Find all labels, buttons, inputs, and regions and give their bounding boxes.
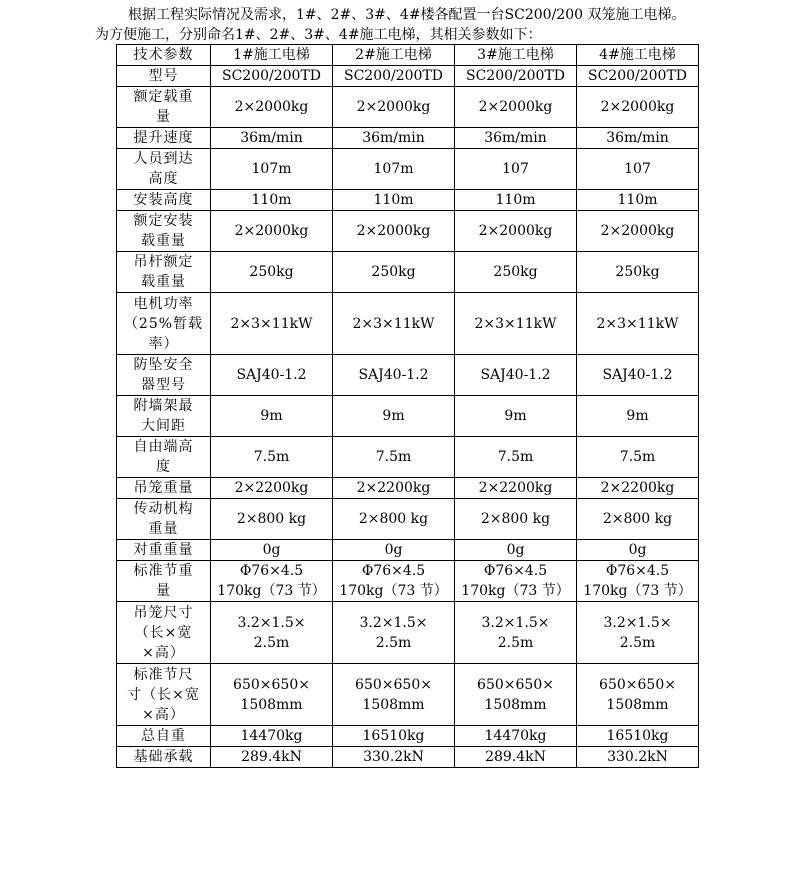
parameter-value-line: 2×2000kg: [600, 223, 675, 239]
parameter-value-line: 650×650×: [599, 676, 676, 693]
parameter-value-cell: [211, 561, 333, 602]
parameter-label-line: 大间距: [141, 418, 186, 434]
parameter-label-cell: [117, 66, 211, 87]
parameter-value-cell: [333, 252, 455, 293]
parameter-value-line: SC200/200TD: [587, 68, 688, 84]
parameter-value-cell: [333, 149, 455, 190]
parameter-label-cell: [117, 252, 211, 293]
parameter-value-cell: [211, 664, 333, 726]
parameter-value-cell: [333, 747, 455, 768]
parameter-label-line: 标准节尺: [133, 666, 194, 683]
parameter-value-line: 250kg: [249, 264, 294, 280]
table-row: [117, 478, 699, 499]
parameter-label-line: 基础承载: [133, 749, 194, 765]
parameter-value-cell: [455, 355, 577, 396]
parameter-label-line: 型号: [148, 68, 179, 84]
parameter-label-line: 载重量: [141, 274, 186, 290]
parameter-value-cell: [333, 293, 455, 355]
parameter-value-cell: [577, 747, 699, 768]
parameter-value-cell: [211, 602, 333, 664]
parameter-label-cell: [117, 437, 211, 478]
table-row: [117, 540, 699, 561]
parameter-value-line: 2×800 kg: [236, 511, 307, 527]
parameter-value-cell: [211, 66, 333, 87]
parameter-value-line: 9m: [504, 408, 527, 424]
parameter-value-line: 330.2kN: [363, 749, 424, 765]
parameter-value-line: 107: [624, 161, 651, 177]
parameter-value-line: 2×2000kg: [234, 223, 309, 239]
parameter-value-cell: [211, 293, 333, 355]
parameter-value-cell: [211, 211, 333, 252]
parameter-label-cell: [117, 355, 211, 396]
header-cell: 3#施工电梯: [455, 45, 577, 66]
parameter-value-line: SC200/200TD: [465, 68, 566, 84]
parameter-value-cell: [211, 540, 333, 561]
parameter-value-line: 2×2000kg: [234, 99, 309, 115]
parameter-value-line: 170kg（73 节）: [217, 583, 326, 599]
parameter-value-line: 170kg（73 节）: [461, 583, 570, 599]
parameter-label-line: 重量: [148, 521, 179, 537]
parameter-value-line: 2×3×11kW: [230, 315, 313, 332]
parameter-value-cell: [211, 87, 333, 128]
parameter-label-cell: [117, 128, 211, 149]
parameter-label-line: ×高）: [142, 706, 185, 723]
table-row: [117, 87, 699, 128]
parameter-value-line: 2.5m: [619, 634, 656, 651]
parameter-label-cell: [117, 499, 211, 540]
table-row: [117, 252, 699, 293]
table-row: [117, 437, 699, 478]
parameter-label-cell: [117, 149, 211, 190]
parameter-value-line: 650×650×: [477, 676, 554, 693]
parameter-value-cell: [455, 87, 577, 128]
intro-line-2: 为方便施工，分别命名1#、2#、3#、4#施工电梯，其相关参数如下：: [95, 27, 542, 43]
header-cell: 1#施工电梯: [211, 45, 333, 66]
parameter-value-line: SC200/200TD: [221, 68, 322, 84]
parameter-label-line: 总自重: [141, 728, 186, 744]
parameter-value-cell: [211, 190, 333, 211]
table-row: [117, 128, 699, 149]
parameter-value-line: 250kg: [615, 264, 660, 280]
parameter-value-line: 3.2×1.5×: [359, 614, 428, 631]
intro-line-1: 根据工程实际情况及需求，1#、2#、3#、4#楼各配置一台SC200/200 双笼施工电梯。: [128, 7, 686, 23]
table-row: [117, 726, 699, 747]
table-row: [117, 211, 699, 252]
parameter-value-line: 110m: [251, 192, 292, 208]
parameter-label-line: 吊笼重量: [133, 480, 194, 496]
parameter-label-cell: [117, 478, 211, 499]
parameter-label-line: ×高）: [142, 644, 185, 661]
parameter-value-cell: [577, 499, 699, 540]
parameter-value-line: 2×2200kg: [234, 480, 309, 496]
parameter-value-line: 2×2000kg: [478, 99, 553, 115]
parameter-value-cell: [333, 66, 455, 87]
parameter-label-line: 电机功率: [133, 295, 194, 312]
parameter-label-line: 吊杆额定: [133, 254, 194, 270]
parameter-value-cell: [577, 66, 699, 87]
parameter-value-cell: [333, 726, 455, 747]
parameter-value-line: 2×2000kg: [600, 99, 675, 115]
parameter-value-cell: [455, 540, 577, 561]
parameter-value-cell: [333, 437, 455, 478]
parameter-value-cell: [577, 252, 699, 293]
parameter-value-cell: [455, 149, 577, 190]
table-row: [117, 293, 699, 355]
parameter-value-line: 16510kg: [606, 728, 669, 744]
table-row: [117, 190, 699, 211]
parameter-value-cell: [577, 561, 699, 602]
parameter-value-cell: [577, 149, 699, 190]
parameter-value-line: 107: [502, 161, 529, 177]
parameter-value-cell: [577, 128, 699, 149]
parameter-value-cell: [333, 355, 455, 396]
parameter-value-line: 110m: [495, 192, 536, 208]
parameter-value-line: 2×2000kg: [356, 99, 431, 115]
parameter-label-line: （25%暂载: [123, 315, 204, 332]
parameter-value-cell: [455, 252, 577, 293]
parameter-value-line: 9m: [260, 408, 283, 424]
parameter-value-line: 2×3×11kW: [596, 315, 679, 332]
parameter-value-line: 2×800 kg: [480, 511, 551, 527]
parameter-value-line: 2.5m: [497, 634, 534, 651]
parameter-value-cell: [577, 190, 699, 211]
parameter-label-line: 传动机构: [133, 501, 194, 517]
parameter-value-cell: [455, 190, 577, 211]
parameter-label-line: 安装高度: [133, 192, 194, 208]
parameter-value-line: 110m: [617, 192, 658, 208]
parameter-label-cell: [117, 396, 211, 437]
parameter-value-line: 9m: [382, 408, 405, 424]
parameter-value-line: 36m/min: [606, 130, 669, 146]
parameter-value-cell: [333, 602, 455, 664]
parameter-value-line: 2.5m: [375, 634, 412, 651]
parameter-value-line: Φ76×4.5: [605, 563, 670, 579]
parameter-label-cell: [117, 747, 211, 768]
parameter-value-line: SAJ40-1.2: [602, 367, 673, 383]
parameter-label-line: 额定载重: [133, 89, 194, 105]
parameter-label-cell: [117, 293, 211, 355]
parameter-label-cell: [117, 726, 211, 747]
parameter-value-cell: [577, 540, 699, 561]
parameter-value-cell: [211, 478, 333, 499]
parameter-value-line: 2×2000kg: [356, 223, 431, 239]
parameter-value-cell: [455, 478, 577, 499]
parameter-value-line: 2×800 kg: [602, 511, 673, 527]
parameter-label-line: 人员到达: [133, 151, 194, 167]
parameter-value-line: SAJ40-1.2: [236, 367, 307, 383]
parameter-value-line: 1508mm: [606, 696, 669, 713]
parameter-value-line: 0g: [384, 542, 403, 558]
parameter-value-line: 2×800 kg: [358, 511, 429, 527]
parameter-value-line: 2×2000kg: [478, 223, 553, 239]
parameter-value-line: 2×2200kg: [356, 480, 431, 496]
parameter-value-cell: [577, 726, 699, 747]
parameter-value-line: 107m: [251, 161, 292, 177]
parameter-value-cell: [333, 211, 455, 252]
parameter-value-cell: [211, 396, 333, 437]
parameter-value-cell: [333, 664, 455, 726]
parameter-value-cell: [455, 499, 577, 540]
parameter-label-cell: [117, 664, 211, 726]
parameter-value-line: 7.5m: [497, 449, 534, 465]
parameter-value-line: 3.2×1.5×: [237, 614, 306, 631]
parameter-value-cell: [211, 252, 333, 293]
table-row: [117, 602, 699, 664]
parameter-value-line: 250kg: [371, 264, 416, 280]
header-cell: 2#施工电梯: [333, 45, 455, 66]
parameter-label-line: 吊笼尺寸: [133, 604, 194, 621]
parameter-value-line: 2×3×11kW: [352, 315, 435, 332]
parameter-value-cell: [333, 499, 455, 540]
parameter-label-line: 自由端高: [133, 439, 194, 455]
parameter-value-cell: [577, 355, 699, 396]
parameter-value-cell: [211, 355, 333, 396]
parameter-value-line: 14470kg: [240, 728, 303, 744]
parameter-value-line: 1508mm: [362, 696, 425, 713]
parameter-value-line: 36m/min: [240, 130, 303, 146]
parameter-value-cell: [455, 66, 577, 87]
table-row: [117, 149, 699, 190]
parameter-value-cell: [211, 726, 333, 747]
parameter-value-cell: [455, 602, 577, 664]
parameter-value-line: 3.2×1.5×: [603, 614, 672, 631]
parameter-value-line: SC200/200TD: [343, 68, 444, 84]
parameter-label-line: 度: [156, 459, 171, 475]
parameter-label-line: 率）: [148, 335, 179, 352]
parameter-label-line: 载重量: [141, 233, 186, 249]
parameter-value-line: 36m/min: [362, 130, 425, 146]
table-row: [117, 396, 699, 437]
parameter-label-cell: [117, 190, 211, 211]
parameter-value-cell: [455, 437, 577, 478]
table-row: [117, 499, 699, 540]
parameter-value-cell: [211, 499, 333, 540]
parameter-value-line: Φ76×4.5: [361, 563, 426, 579]
parameter-label-cell: [117, 540, 211, 561]
parameter-value-cell: [211, 437, 333, 478]
parameter-value-line: 0g: [628, 542, 647, 558]
parameter-label-cell: [117, 602, 211, 664]
parameter-label-line: （长×宽: [134, 624, 193, 641]
table-row: [117, 561, 699, 602]
parameter-value-cell: [455, 726, 577, 747]
parameter-value-cell: [455, 293, 577, 355]
parameter-value-line: 0g: [262, 542, 281, 558]
parameter-value-line: 107m: [373, 161, 414, 177]
parameter-value-cell: [577, 437, 699, 478]
parameter-label-cell: [117, 561, 211, 602]
parameter-label-line: 附墙架最: [133, 398, 194, 414]
parameter-value-line: 110m: [373, 192, 414, 208]
parameter-value-line: 289.4kN: [241, 749, 302, 765]
parameter-value-cell: [577, 478, 699, 499]
parameter-value-cell: [577, 211, 699, 252]
parameter-value-line: 7.5m: [253, 449, 290, 465]
header-cell: 4#施工电梯: [577, 45, 699, 66]
parameter-value-cell: [455, 747, 577, 768]
parameter-value-cell: [211, 128, 333, 149]
parameter-value-line: 1508mm: [240, 696, 303, 713]
parameter-value-cell: [577, 293, 699, 355]
parameter-value-cell: [577, 396, 699, 437]
parameter-value-line: 2×2200kg: [478, 480, 553, 496]
parameter-value-line: 170kg（73 节）: [339, 583, 448, 599]
parameter-value-line: 2×3×11kW: [474, 315, 557, 332]
parameter-value-line: 0g: [506, 542, 525, 558]
parameter-value-line: 7.5m: [375, 449, 412, 465]
table-row: [117, 355, 699, 396]
header-cell: 技术参数: [117, 45, 211, 66]
parameter-label-line: 额定安装: [133, 213, 194, 229]
parameter-value-cell: [333, 478, 455, 499]
parameter-value-line: 250kg: [493, 264, 538, 280]
table-row: [117, 66, 699, 87]
parameter-value-cell: [577, 87, 699, 128]
parameter-value-cell: [333, 540, 455, 561]
parameter-label-line: 防坠安全: [133, 357, 194, 373]
parameter-value-line: 16510kg: [362, 728, 425, 744]
parameter-value-cell: [211, 747, 333, 768]
parameter-value-cell: [211, 149, 333, 190]
parameter-label-line: 提升速度: [133, 130, 194, 146]
parameter-label-line: 量: [156, 583, 171, 599]
parameter-value-cell: [455, 664, 577, 726]
parameter-value-line: 2.5m: [253, 634, 290, 651]
parameter-value-line: 9m: [626, 408, 649, 424]
parameter-label-line: 量: [156, 109, 171, 125]
parameter-value-cell: [455, 396, 577, 437]
parameter-value-line: Φ76×4.5: [483, 563, 548, 579]
parameter-value-cell: [577, 602, 699, 664]
parameter-value-cell: [577, 664, 699, 726]
parameter-label-line: 标准节重: [133, 563, 194, 579]
table-row: [117, 664, 699, 726]
parameter-label-cell: [117, 87, 211, 128]
parameter-value-cell: [333, 396, 455, 437]
parameter-label-line: 对重重量: [133, 542, 194, 558]
parameter-value-line: SAJ40-1.2: [358, 367, 429, 383]
parameter-value-line: SAJ40-1.2: [480, 367, 551, 383]
parameter-value-cell: [333, 190, 455, 211]
table-header-row: [117, 45, 699, 66]
parameter-value-line: 650×650×: [233, 676, 310, 693]
parameter-value-line: 3.2×1.5×: [481, 614, 550, 631]
parameter-value-line: 170kg（73 节）: [583, 583, 692, 599]
parameter-value-line: 14470kg: [484, 728, 547, 744]
parameter-value-line: 36m/min: [484, 130, 547, 146]
parameter-value-line: 2×2200kg: [600, 480, 675, 496]
parameter-value-cell: [333, 128, 455, 149]
parameter-value-line: 1508mm: [484, 696, 547, 713]
parameter-label-cell: [117, 211, 211, 252]
parameter-value-line: 330.2kN: [607, 749, 668, 765]
parameter-value-line: 289.4kN: [485, 749, 546, 765]
parameter-label-line: 高度: [148, 171, 179, 187]
parameter-value-line: Φ76×4.5: [239, 563, 304, 579]
parameter-label-line: 器型号: [141, 377, 186, 393]
parameter-table: [116, 44, 699, 768]
parameter-value-line: 650×650×: [355, 676, 432, 693]
parameter-value-cell: [333, 87, 455, 128]
table-row: [117, 747, 699, 768]
parameter-label-line: 寸（长×宽: [127, 686, 200, 703]
parameter-value-line: 7.5m: [619, 449, 656, 465]
parameter-value-cell: [455, 211, 577, 252]
parameter-value-cell: [455, 128, 577, 149]
parameter-value-cell: [455, 561, 577, 602]
parameter-value-cell: [333, 561, 455, 602]
